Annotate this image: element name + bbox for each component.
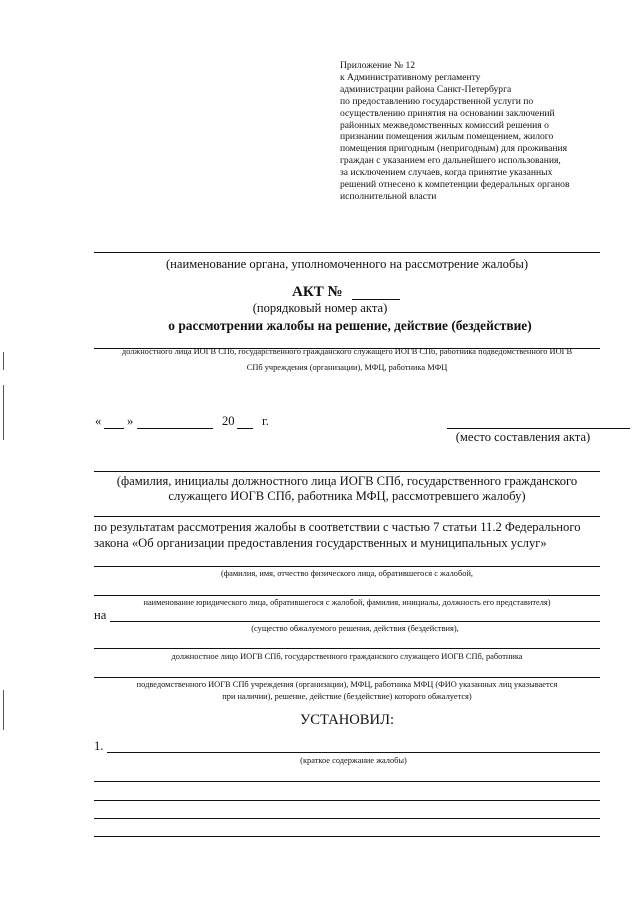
appendix-line: признании помещения жилым помещением, жилого <box>340 131 554 143</box>
act-title <box>292 284 343 301</box>
place-caption: (место составления акта) <box>455 430 591 444</box>
appendix-line: администрации района Санкт-Петербурга <box>340 83 512 95</box>
date-close-quote: » <box>127 414 134 428</box>
official-caption-2: должностное лицо ИОГВ СПб, государственного гражданского служащего ИОГВ СПб, работника <box>171 652 523 661</box>
legal-entity-line <box>94 595 600 596</box>
scan-artifact <box>3 690 4 730</box>
date-month-field[interactable] <box>137 428 213 429</box>
date-year-suffix: г. <box>262 414 269 428</box>
appendix-line: по предоставлению государственной услуги по <box>340 95 534 107</box>
applicant-caption: (фамилия, имя, отчество физического лица, обратившегося с жалобой, <box>220 569 474 578</box>
subordinate-caption-line2: при наличии), решение, действие (бездействие) которого обжалуется) <box>222 692 472 701</box>
complaint-summary-field[interactable] <box>107 752 600 753</box>
applicant-line <box>94 566 600 567</box>
appendix-line: исполнительной власти <box>340 190 437 202</box>
established-heading: УСТАНОВИЛ: <box>299 712 395 728</box>
reviewer-caption-line2: служащего ИОГВ СПб, работника МФЦ, рассмотревшего жалобу) <box>168 489 526 503</box>
scan-artifact <box>3 385 4 440</box>
date-year-prefix: 20 <box>222 414 235 428</box>
blank-line[interactable] <box>94 781 600 782</box>
official-caption-line2: СПб учреждения (организации), МФЦ, работника МФЦ <box>246 363 448 372</box>
reviewer-caption-line1: (фамилия, инициалы должностного лица ИОГВ СПб, государственного гражданского <box>116 474 578 488</box>
act-subject: о рассмотрении жалобы на решение, действие (бездействие) <box>168 318 532 333</box>
subordinate-caption-line1: подведомственного ИОГВ СПб учреждения (организации), МФЦ, работника МФЦ (ФИО указанных лиц указывается <box>136 680 558 689</box>
on-label: на <box>94 608 107 622</box>
appendix-line: за исключением случаев, когда принятие указанных <box>340 167 553 179</box>
date-day-field[interactable] <box>104 428 124 429</box>
reviewer-line <box>94 471 600 472</box>
date-open-quote: « <box>95 414 102 428</box>
appendix-line: помещения пригодным (непригодным) для проживания <box>340 143 568 155</box>
appendix-line: осуществлению принятия на основании заключений <box>340 107 555 119</box>
blank-line[interactable] <box>94 836 600 837</box>
appendix-line: Приложение № 12 <box>340 60 416 71</box>
organ-caption: (наименование органа, уполномоченного на рассмотрение жалобы) <box>165 257 529 271</box>
appendix-line: решений отнесено к компетенции федеральных органов <box>340 179 570 191</box>
act-number-caption: (порядковый номер акта) <box>252 301 388 315</box>
scan-artifact <box>3 352 4 370</box>
official-line-2 <box>94 648 600 649</box>
appendix-line: к Административному регламенту <box>340 71 481 83</box>
blank-line[interactable] <box>94 818 600 819</box>
appendix-line: граждан с указанием его дальнейшего использования, <box>340 155 561 167</box>
basis-line2: закона «Об организации предоставления государственных и муниципальных услуг» <box>94 536 547 550</box>
basis-top-line <box>94 516 600 517</box>
subordinate-line <box>94 677 600 678</box>
summary-caption: (краткое содержание жалобы) <box>300 756 407 765</box>
official-caption-line1: должностного лица ИОГВ СПб, государственного гражданского служащего ИОГВ СПб, работника подведомственного ИОГВ <box>121 347 573 356</box>
act-number-field[interactable] <box>352 299 400 300</box>
item-number: 1. <box>94 739 104 753</box>
date-year-field[interactable] <box>237 428 253 429</box>
subject-field[interactable] <box>110 621 600 622</box>
blank-line[interactable] <box>94 800 600 801</box>
appendix-block <box>340 60 610 203</box>
basis-line1: по результатам рассмотрения жалобы в соответствии с частью 7 статьи 11.2 Федерального <box>94 520 581 534</box>
place-field[interactable] <box>447 428 630 429</box>
subject-caption: (существо обжалуемого решения, действия (бездействия), <box>251 624 459 633</box>
legal-entity-caption: наименование юридического лица, обратившегося с жалобой, фамилия, инициалы, должность его представителя) <box>143 598 551 607</box>
appendix-line: районных межведомственных комиссий решения о <box>340 119 549 131</box>
organ-name-line <box>94 252 600 253</box>
act-title-text: АКТ № <box>292 284 343 300</box>
